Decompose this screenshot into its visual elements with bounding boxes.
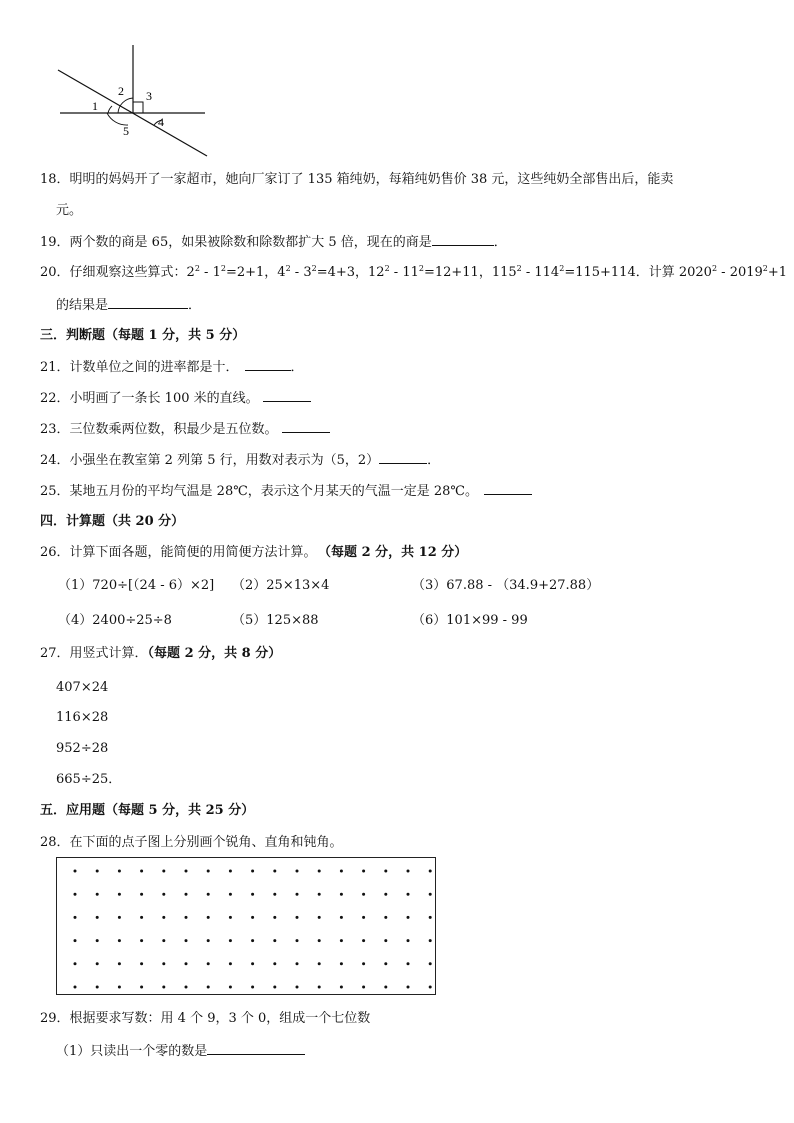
question-22-text: 22．小明画了一条长 100 米的直线。 <box>40 391 259 406</box>
grid-dot[interactable] <box>162 939 165 942</box>
grid-dot[interactable] <box>407 986 410 989</box>
question-19 <box>40 233 507 252</box>
question-26-note: （每题 2 分，共 12 分） <box>324 545 468 560</box>
grid-dot[interactable] <box>74 962 77 965</box>
grid-dot[interactable] <box>118 893 121 896</box>
q20-part: =115+114．计算 2020 <box>564 265 712 280</box>
section-3-heading <box>40 327 245 345</box>
question-19-tail: ． <box>493 235 507 250</box>
grid-dot[interactable] <box>185 870 188 873</box>
grid-dot[interactable] <box>251 916 254 919</box>
grid-dot[interactable] <box>340 986 343 989</box>
grid-dot[interactable] <box>362 916 365 919</box>
q20-sup: 2 <box>311 264 317 273</box>
q20-sup: 2 <box>559 264 565 273</box>
answer-blank-20[interactable] <box>108 296 188 309</box>
grid-dot[interactable] <box>362 939 365 942</box>
calc-item-3: （3）67.88 - （34.9+27.88） <box>412 578 600 593</box>
grid-dot[interactable] <box>207 962 210 965</box>
grid-dot[interactable] <box>318 916 321 919</box>
question-27-text: 27．用竖式计算． <box>40 646 148 661</box>
q20-part: =2+1，4 <box>225 265 286 280</box>
grid-dot[interactable] <box>340 916 343 919</box>
grid-dot[interactable] <box>384 939 387 942</box>
question-21 <box>40 358 304 377</box>
grid-dot[interactable] <box>140 939 143 942</box>
grid-dot[interactable] <box>96 986 99 989</box>
grid-dot[interactable] <box>429 939 432 942</box>
grid-dot[interactable] <box>118 962 121 965</box>
question-27 <box>40 645 281 663</box>
grid-dot[interactable] <box>207 916 210 919</box>
question-24-text: 24．小强坐在教室第 2 列第 5 行，用数对表示为（5，2） <box>40 453 380 468</box>
grid-dot[interactable] <box>162 870 165 873</box>
question-18-unit: 元。 <box>56 203 83 218</box>
calc-item-5: （5）125×88 <box>232 613 319 628</box>
answer-blank-29-1[interactable] <box>207 1042 305 1055</box>
grid-dot[interactable] <box>96 939 99 942</box>
q20-part: - 2019 <box>717 265 763 280</box>
calc-item-6: （6）101×99 - 99 <box>412 613 528 628</box>
question-24-tail: ． <box>427 453 441 468</box>
question-29-sub1 <box>56 1042 305 1061</box>
question-29 <box>40 1010 370 1028</box>
grid-dot[interactable] <box>207 939 210 942</box>
q20-sup: 2 <box>220 264 226 273</box>
angle-label-5: 5 <box>123 124 129 138</box>
question-26-text: 26．计算下面各题，能简便的用简便方法计算。 <box>40 545 317 560</box>
grid-dot[interactable] <box>229 939 232 942</box>
grid-dot[interactable] <box>251 870 254 873</box>
angle-label-4: 4 <box>158 115 164 129</box>
grid-dot[interactable] <box>407 939 410 942</box>
grid-dot[interactable] <box>429 986 432 989</box>
grid-dot[interactable] <box>340 870 343 873</box>
grid-dot[interactable] <box>296 939 299 942</box>
question-18 <box>40 171 673 189</box>
grid-dot[interactable] <box>229 962 232 965</box>
grid-dot[interactable] <box>318 870 321 873</box>
section-5-note: （每题 5 分，共 25 分） <box>105 803 255 818</box>
grid-dot[interactable] <box>207 870 210 873</box>
grid-dot[interactable] <box>296 916 299 919</box>
grid-dot[interactable] <box>118 986 121 989</box>
q20-part: - 11 <box>389 265 419 280</box>
grid-dot[interactable] <box>140 893 143 896</box>
angle-label-3: 3 <box>146 89 152 103</box>
right-angle-mark <box>133 102 143 113</box>
grid-dot[interactable] <box>229 870 232 873</box>
answer-blank-19[interactable] <box>432 233 494 246</box>
grid-dot[interactable] <box>407 916 410 919</box>
grid-dot[interactable] <box>429 870 432 873</box>
question-27-note: （每题 2 分，共 8 分） <box>147 646 282 661</box>
section-4-note: （共 20 分） <box>105 514 185 529</box>
q20-part: - 3 <box>290 265 312 280</box>
q20-sup: 2 <box>285 264 291 273</box>
grid-dot[interactable] <box>429 962 432 965</box>
grid-dot[interactable] <box>407 870 410 873</box>
section-5-heading <box>40 802 254 820</box>
grid-dot[interactable] <box>273 962 276 965</box>
answer-blank-24[interactable] <box>379 451 427 464</box>
grid-dot[interactable] <box>207 986 210 989</box>
grid-dot[interactable] <box>74 870 77 873</box>
question-22 <box>40 389 311 408</box>
q20-sup: 2 <box>418 264 424 273</box>
question-24 <box>40 451 440 470</box>
grid-dot[interactable] <box>384 962 387 965</box>
grid-dot[interactable] <box>229 893 232 896</box>
grid-dot[interactable] <box>162 986 165 989</box>
question-29-sub1-text: （1）只读出一个零的数是 <box>56 1044 208 1059</box>
grid-dot[interactable] <box>296 986 299 989</box>
grid-dot[interactable] <box>340 939 343 942</box>
angle-diagram <box>50 40 220 165</box>
answer-blank-21[interactable] <box>245 358 291 371</box>
grid-dot[interactable] <box>162 962 165 965</box>
grid-dot[interactable] <box>74 916 77 919</box>
grid-dot[interactable] <box>118 939 121 942</box>
grid-dot[interactable] <box>185 962 188 965</box>
grid-dot[interactable] <box>162 916 165 919</box>
grid-dot[interactable] <box>185 893 188 896</box>
angle-figure <box>50 40 220 165</box>
q20-part: 20．仔细观察这些算式：2 <box>40 265 195 280</box>
grid-dot[interactable] <box>340 893 343 896</box>
angle-label-2: 2 <box>118 84 124 98</box>
question-25-text: 25．某地五月份的平均气温是 28℃，表示这个月某天的气温一定是 28℃。 <box>40 484 478 499</box>
question-25 <box>40 482 532 501</box>
grid-dot[interactable] <box>273 916 276 919</box>
grid-dot[interactable] <box>318 962 321 965</box>
grid-dot[interactable] <box>74 939 77 942</box>
calc-item-1: （1）720÷[（24 - 6）×2] <box>58 578 215 593</box>
q20-sup: 2 <box>762 264 768 273</box>
vertical-calc-4: 665÷25． <box>56 772 122 787</box>
grid-dot[interactable] <box>96 962 99 965</box>
grid-dot[interactable] <box>140 986 143 989</box>
answer-blank-22[interactable] <box>263 389 311 402</box>
section-3-note: （每题 1 分，共 5 分） <box>105 328 246 343</box>
q20-sup: 2 <box>194 264 200 273</box>
grid-dot[interactable] <box>229 916 232 919</box>
angle-arc-2 <box>118 98 133 113</box>
grid-dot[interactable] <box>96 916 99 919</box>
question-20 <box>40 264 787 282</box>
calc-item-2: （2）25×13×4 <box>232 578 330 593</box>
grid-dot[interactable] <box>74 893 77 896</box>
grid-dot[interactable] <box>384 916 387 919</box>
grid-dot[interactable] <box>96 893 99 896</box>
grid-dot[interactable] <box>140 962 143 965</box>
grid-dot[interactable] <box>407 962 410 965</box>
grid-dot[interactable] <box>229 986 232 989</box>
grid-dot[interactable] <box>96 870 99 873</box>
question-18-text: 18．明明的妈妈开了一家超市，她向厂家订了 135 箱纯奶，每箱纯奶售价 38 元，这些纯奶全部售出后，能卖 <box>40 172 674 187</box>
q20-part: =12+11，115 <box>423 265 517 280</box>
grid-dot[interactable] <box>251 986 254 989</box>
question-20-tail: ． <box>188 298 202 313</box>
question-26 <box>40 544 467 562</box>
dot-grid-area[interactable] <box>56 857 436 995</box>
grid-dot[interactable] <box>185 986 188 989</box>
grid-dot[interactable] <box>162 893 165 896</box>
section-3-title: 三．判断题 <box>40 328 106 343</box>
grid-dot[interactable] <box>296 962 299 965</box>
grid-dot[interactable] <box>74 986 77 989</box>
grid-dot[interactable] <box>273 870 276 873</box>
q20-part: +1 <box>767 265 788 280</box>
section-4-heading <box>40 513 184 531</box>
question-18-line2 <box>56 201 82 220</box>
question-21-text: 21．计数单位之间的进率都是十． <box>40 360 239 375</box>
grid-dot[interactable] <box>273 986 276 989</box>
q20-part: - 1 <box>199 265 221 280</box>
q20-sup: 2 <box>516 264 522 273</box>
angle-label-1: 1 <box>92 99 98 113</box>
q20-part: - 114 <box>521 265 560 280</box>
answer-blank-25[interactable] <box>484 482 532 495</box>
grid-dot[interactable] <box>251 962 254 965</box>
grid-dot[interactable] <box>118 870 121 873</box>
grid-dot[interactable] <box>362 893 365 896</box>
grid-dot[interactable] <box>207 893 210 896</box>
q20-sup: 2 <box>384 264 390 273</box>
grid-dot[interactable] <box>362 962 365 965</box>
grid-dot[interactable] <box>429 893 432 896</box>
grid-dot[interactable] <box>140 870 143 873</box>
vertical-calc-3: 952÷28 <box>56 741 109 756</box>
grid-dot[interactable] <box>384 893 387 896</box>
grid-dot[interactable] <box>362 870 365 873</box>
grid-dot[interactable] <box>429 916 432 919</box>
vertical-calc-2: 116×28 <box>56 710 109 725</box>
grid-dot[interactable] <box>118 916 121 919</box>
grid-dot[interactable] <box>318 939 321 942</box>
grid-dot[interactable] <box>140 916 143 919</box>
grid-dot[interactable] <box>318 986 321 989</box>
question-20-result-label: 的结果是 <box>56 298 109 313</box>
grid-dot[interactable] <box>185 939 188 942</box>
dot-grid <box>57 858 437 996</box>
section-4-title: 四．计算题 <box>40 514 106 529</box>
section-5-title: 五．应用题 <box>40 803 106 818</box>
question-20-line2 <box>56 296 201 315</box>
question-23 <box>40 420 330 439</box>
grid-dot[interactable] <box>362 986 365 989</box>
grid-dot[interactable] <box>296 893 299 896</box>
question-21-tail: ． <box>290 360 304 375</box>
q20-sup: 2 <box>711 264 718 273</box>
grid-dot[interactable] <box>384 870 387 873</box>
question-29-text: 29．根据要求写数：用 4 个 9，3 个 0，组成一个七位数 <box>40 1011 371 1026</box>
grid-dot[interactable] <box>340 962 343 965</box>
question-28 <box>40 834 343 852</box>
question-23-text: 23．三位数乘两位数，积最少是五位数。 <box>40 422 278 437</box>
answer-blank-23[interactable] <box>282 420 330 433</box>
question-28-text: 28．在下面的点子图上分别画个锐角、直角和钝角。 <box>40 835 343 850</box>
calc-item-4: （4）2400÷25÷8 <box>58 613 172 628</box>
vertical-calc-1: 407×24 <box>56 680 109 695</box>
grid-dot[interactable] <box>251 939 254 942</box>
q20-part: =4+3，12 <box>316 265 385 280</box>
grid-dot[interactable] <box>251 893 254 896</box>
angle-arc-1 <box>108 106 112 113</box>
grid-dot[interactable] <box>273 939 276 942</box>
grid-dot[interactable] <box>407 893 410 896</box>
grid-dot[interactable] <box>296 870 299 873</box>
grid-dot[interactable] <box>273 893 276 896</box>
grid-dot[interactable] <box>318 893 321 896</box>
grid-dot[interactable] <box>384 986 387 989</box>
grid-dot[interactable] <box>185 916 188 919</box>
question-19-text: 19．两个数的商是 65，如果被除数和除数都扩大 5 倍，现在的商是 <box>40 235 432 250</box>
